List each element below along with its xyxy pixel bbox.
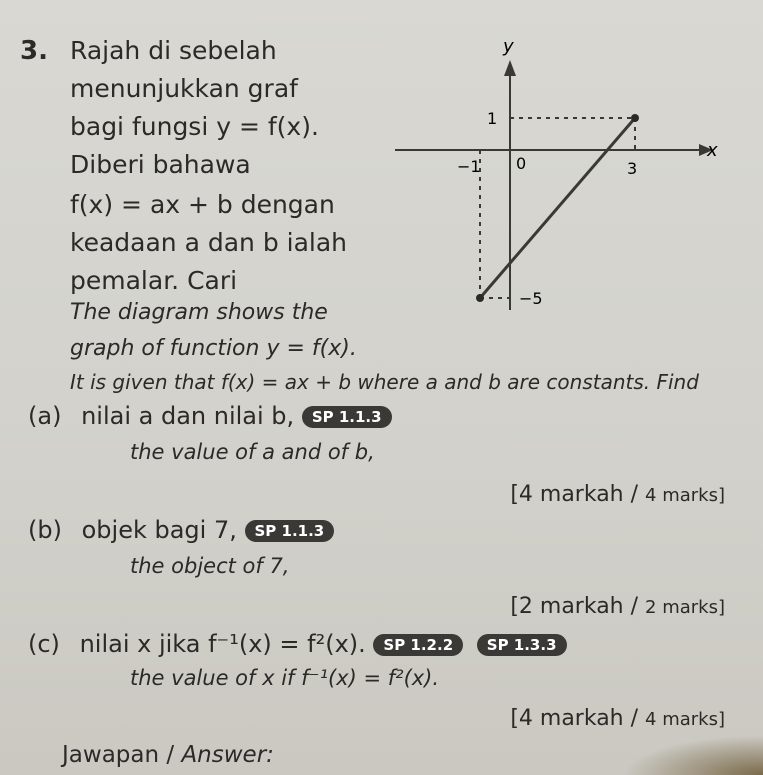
marks (510, 482, 725, 507)
sp-badge: SP 1.2.2 (373, 634, 463, 656)
question-line: keadaan a dan b ialah (70, 228, 348, 257)
answer-en: Answer: (181, 742, 274, 768)
marks-en: 4 marks] (645, 709, 725, 730)
question-number: 3. (20, 36, 48, 66)
x-axis-label: x (707, 140, 718, 161)
marks-ms: [2 markah / (510, 594, 639, 619)
tick-label-x3: 3 (627, 159, 638, 178)
question-line: Diberi bahawa (70, 150, 251, 179)
photo-shadow (623, 735, 763, 775)
part-en: the object of 7, (130, 554, 290, 578)
question-line: bagi fungsi y = f(x). (70, 112, 319, 141)
part-text: nilai a dan nilai b, (81, 402, 295, 430)
tick-label-yneg5: −5 (519, 289, 543, 308)
question-en-line: It is given that f(x) = ax + b where a and b are constants. Find (70, 370, 699, 394)
answer-ms: Jawapan / (62, 742, 175, 768)
part-a (28, 402, 392, 430)
function-line (480, 118, 638, 298)
sp-badge: SP 1.1.3 (302, 406, 392, 428)
part-text: nilai x jika f⁻¹(x) = f²(x). (79, 630, 366, 658)
sp-badge: SP 1.1.3 (245, 520, 335, 542)
question-line: pemalar. Cari (70, 266, 238, 295)
function-graph (395, 30, 725, 330)
part-en: the value of a and of b, (130, 440, 375, 464)
part-label: (b) (28, 516, 62, 544)
question-line: Rajah di sebelah (70, 36, 277, 65)
marks-ms: [4 markah / (510, 706, 639, 731)
part-text: objek bagi 7, (81, 516, 237, 544)
tick-label-y1: 1 (487, 109, 498, 128)
marks (510, 594, 725, 619)
question-en-line: graph of function y = f(x). (70, 336, 357, 361)
tick-label-xneg1: −1 (457, 157, 481, 176)
endpoint-upper (631, 114, 639, 122)
part-label: (a) (28, 402, 62, 430)
part-label: (c) (28, 630, 60, 658)
marks (510, 706, 725, 731)
part-en: the value of x if f⁻¹(x) = f²(x). (130, 666, 440, 690)
y-axis-arrow (504, 60, 516, 76)
endpoint-lower (476, 294, 484, 302)
tick-label-origin: 0 (516, 154, 527, 173)
question-en-line: The diagram shows the (70, 300, 328, 325)
question-line: f(x) = ax + b dengan (70, 190, 335, 219)
answer-label (62, 742, 274, 768)
marks-en: 4 marks] (645, 485, 725, 506)
sp-badge: SP 1.3.3 (477, 634, 567, 656)
marks-en: 2 marks] (645, 597, 725, 618)
y-axis-label: y (503, 36, 514, 57)
part-b (28, 516, 334, 544)
part-c (28, 630, 567, 658)
question-line: menunjukkan graf (70, 74, 298, 103)
marks-ms: [4 markah / (510, 482, 639, 507)
